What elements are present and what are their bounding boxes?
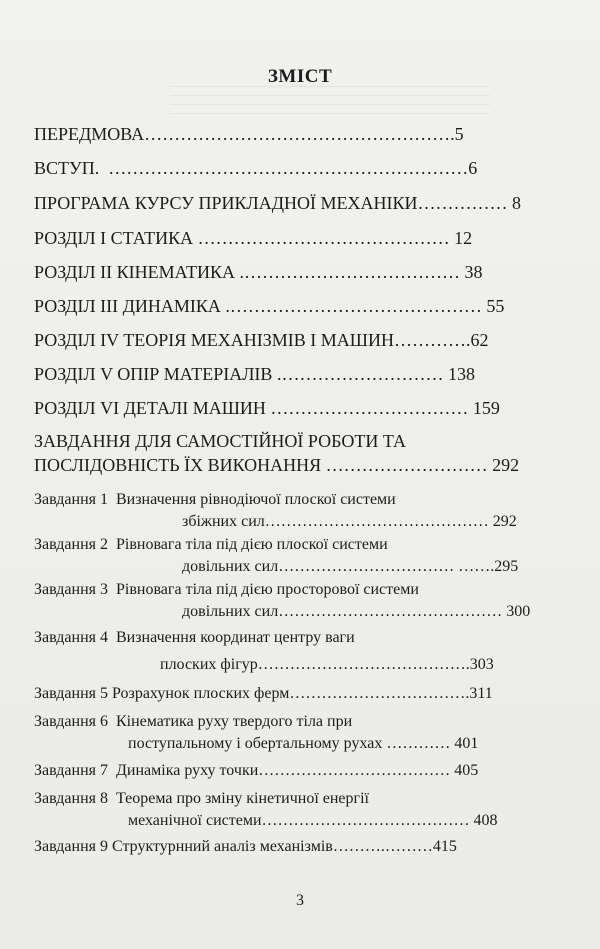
toc-entry: РОЗДІЛ ІІІ ДИНАМІКА .…………………………………… 55 (34, 296, 505, 316)
task-entry-cont: плоских фігур………………………………….303 (160, 656, 494, 673)
toc-entry: РОЗДІЛ VI ДЕТАЛІ МАШИН …………………………… 159 (34, 398, 500, 418)
assignments-heading-line2: ПОСЛІДОВНІСТЬ ЇХ ВИКОНАННЯ ……………………… 292 (34, 455, 520, 475)
task-entry-cont: механічної системи………………………………… 408 (128, 812, 498, 829)
bleed-through-text (170, 82, 490, 122)
task-entry-cont: довільних сил…………………………………… 300 (182, 603, 531, 620)
task-entry-cont: довільних сил…………………………… …….295 (182, 558, 519, 575)
task-entry: Завдання 8 Теорема про зміну кінетичної енергії (34, 790, 369, 807)
toc-entry: РОЗДІЛ V ОПІР МАТЕРІАЛІВ .……………………… 138 (34, 364, 475, 384)
toc-entry: ПЕРЕДМОВА…………………………………………….5 (34, 124, 464, 144)
toc-entry: РОЗДІЛ ІІ КІНЕМАТИКА .……………………………… 38 (34, 262, 483, 282)
toc-entry: РОЗДІЛ І СТАТИКА …………………………………… 12 (34, 228, 473, 248)
task-entry: Завдання 6 Кінематика руху твердого тіла при (34, 713, 353, 730)
task-entry: Завдання 5 Розрахунок плоских ферм…………………………….311 (34, 685, 493, 702)
page-number: 3 (296, 892, 304, 909)
toc-entry: ВСТУП. ……………………………………………………6 (34, 158, 478, 178)
toc-entry: ПРОГРАМА КУРСУ ПРИКЛАДНОЇ МЕХАНІКИ…………… 8 (34, 193, 521, 213)
task-entry: Завдання 2 Рівновага тіла під дією плоскої системи (34, 536, 388, 553)
task-entry: Завдання 4 Визначення координат центру ваги (34, 629, 355, 646)
task-entry: Завдання 9 Структурнний аналіз механізмів……….………415 (34, 838, 457, 855)
task-entry: Завдання 7 Динаміка руху точки……………………………… 405 (34, 762, 479, 779)
task-entry-cont: поступальному і обертальному рухах ………… 401 (128, 735, 479, 752)
assignments-heading-line1: ЗАВДАННЯ ДЛЯ САМОСТІЙНОЇ РОБОТИ ТА (34, 431, 406, 451)
toc-entry: РОЗДІЛ IV ТЕОРІЯ МЕХАНІЗМІВ І МАШИН………….62 (34, 330, 489, 350)
task-entry-cont: збіжних сил…………………………………… 292 (182, 513, 517, 530)
task-entry: Завдання 3 Рівновага тіла під дією просторової системи (34, 581, 419, 598)
page-title: ЗМІСТ (267, 66, 333, 87)
task-entry: Завдання 1 Визначення рівнодіючої плоскої системи (34, 491, 396, 508)
